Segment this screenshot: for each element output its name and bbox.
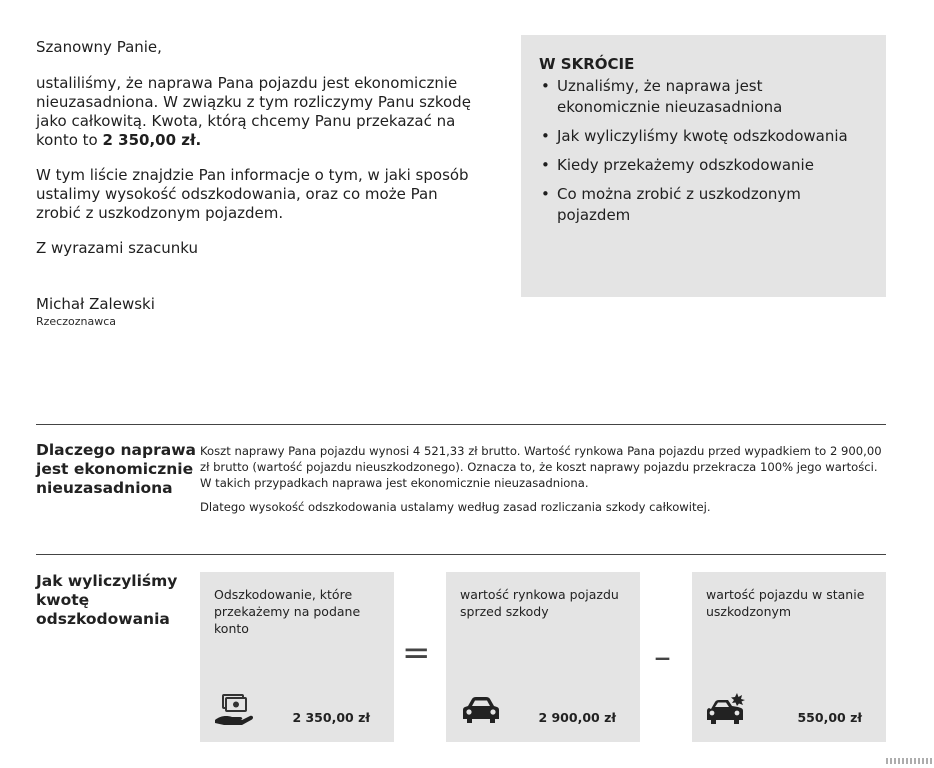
calc-card-damaged-value: [692, 572, 886, 742]
calc-card-amount: 550,00 zł: [797, 710, 862, 725]
damaged-car-icon: [706, 692, 746, 728]
section-divider: [36, 554, 886, 555]
car-icon: [460, 692, 500, 728]
section-why-paragraph: Koszt naprawy Pana pojazdu wynosi 4 521,33 zł brutto. Wartość rynkowa Pana pojazdu przed wypadkiem to 2 900,00 zł brutto (wartość pojazdu nieuszkodzonego). Oznacza to, że koszt naprawy pojazdu przekracza 100% jego wartości. W takich przypadkach naprawa jest ekonomicznie nieuzasadniona.: [200, 444, 882, 490]
letter-paragraph-info: W tym liście znajdzie Pan informacje o tym, w jaki sposób ustalimy wysokość odszkodowania, oraz co może Pan zrobić z uszkodzonym pojazdem.: [36, 166, 469, 222]
section-calc-title: Jak wyliczyliśmy kwotę odszkodowania: [36, 572, 178, 628]
equals-sign: =: [402, 633, 431, 673]
letter-closing: Z wyrazami szacunku: [36, 239, 199, 257]
money-hand-icon: [214, 692, 254, 728]
section-why-conclusion: Dlatego wysokość odszkodowania ustalamy według zasad rozliczania szkody całkowitej.: [200, 500, 711, 514]
section-why-title: Dlaczego naprawa jest ekonomicznie nieuzasadniona: [36, 441, 196, 497]
calc-card-amount: 2 900,00 zł: [538, 710, 616, 725]
letter-paragraph-decision: [36, 74, 476, 150]
calc-card-market-value: [446, 572, 640, 742]
section-divider: [36, 424, 886, 425]
summary-list: [539, 76, 870, 226]
summary-box: [521, 35, 886, 297]
summary-item: • Uznaliśmy, że naprawa jest ekonomicznie nieuzasadniona: [539, 76, 870, 118]
summary-item: • Kiedy przekażemy odszkodowanie: [539, 155, 870, 176]
letter-body: [36, 38, 476, 329]
compensation-amount: 2 350,00 zł.: [102, 131, 202, 149]
calc-card-compensation: [200, 572, 394, 742]
summary-item: • Jak wyliczyliśmy kwotę odszkodowania: [539, 126, 870, 147]
letter-paragraph-decision-text: ustaliliśmy, że naprawa Pana pojazdu jest ekonomicznie nieuzasadniona. W związku z tym rozliczymy Panu szkodę jako całkowitą. Kwota, którą chcemy Panu przekazać na konto to: [36, 74, 471, 149]
section-why-body: [200, 443, 886, 515]
minus-sign: –: [654, 637, 671, 677]
signer-name: Michał Zalewski: [36, 295, 155, 313]
letter-greeting: Szanowny Panie,: [36, 38, 162, 56]
calc-card-label: wartość pojazdu w stanie uszkodzonym: [706, 587, 865, 619]
signer-role: Rzeczoznawca: [36, 315, 117, 328]
calc-card-amount: 2 350,00 zł: [292, 710, 370, 725]
summary-item: • Co można zrobić z uszkodzonym pojazdem: [539, 184, 870, 226]
scan-artifact: [886, 758, 932, 764]
calc-card-label: wartość rynkowa pojazdu sprzed szkody: [460, 587, 619, 619]
summary-title: W SKRÓCIE: [539, 55, 635, 73]
calc-card-label: Odszkodowanie, które przekażemy na podane konto: [214, 587, 361, 636]
